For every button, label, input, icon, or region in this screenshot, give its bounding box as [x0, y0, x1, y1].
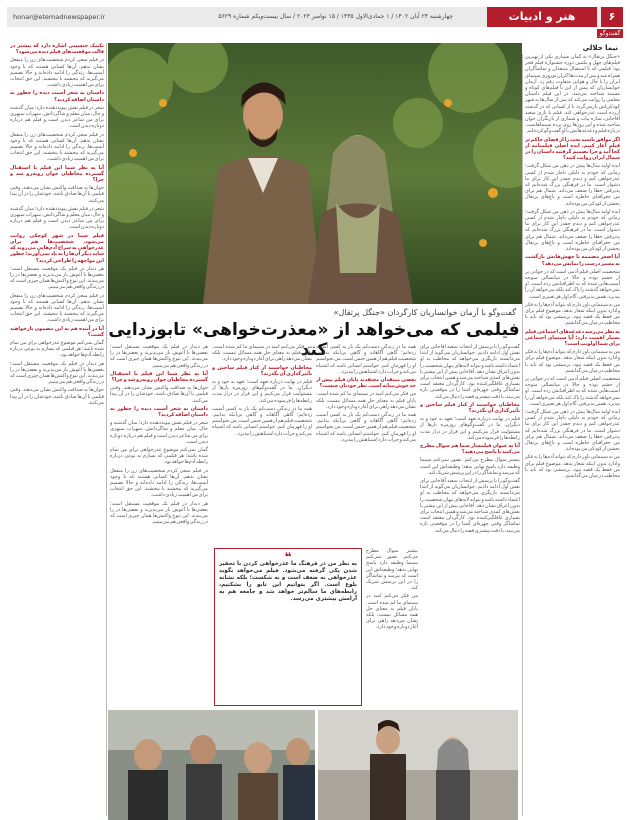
- page-number: ۶: [601, 7, 623, 27]
- question: آیا در آینده هم به این مضمون بازخواهید گشت؟: [10, 325, 104, 338]
- answer: هر دیدار در فیلم یک موقعیت مستقل است؛ بعضی‌ها با آغوش باز می‌پذیرند و بعضی‌ها در را می‌بندند. این تنوع واکنش‌ها همان چیزی است که در زندگی واقعی هم می‌بینیم.: [110, 500, 208, 526]
- answer: شعر در فیلم نقش پیونددهنده دارد؛ میان گذشته و حال، میان معلم و شاگردانش. سهراب سپهری برای من شاعر دیدن است و فیلم هم درباره دوباره دیدن است.: [110, 420, 208, 445]
- answer: ایده اولیه سال‌ها پیش در ذهن من شکل گرفت؛ زمانی که خودم به دلیلی ناچار شدم از کسی عذرخواهی کنم و دیدم چقدر این کار برای ما دشوار است. ما در فرهنگی بزرگ شده‌ایم که پذیرفتن خطا را ضعف می‌داند. شمال هم برای من جغرافیای خاطره است و باغ‌های پرتقال بخشی از کودکی من بوده‌اند.: [525, 163, 620, 207]
- answer: گفت‌وگو را با پرسش از انتخاب سعید آقاخانی برای نقش اول ادامه دادیم. خوانساریان می‌گوید از ابتدا می‌دانسته بازیگری می‌خواهد که مخاطب به او اعتماد داشته باشد و بتواند لایه‌های پنهان شخصیت را بدون اغراق نشان دهد. آقاخانی پیش از این بیشتر با نقش‌های کمدی شناخته می‌شد و همین انتخاب برای بسیاری غافلگیرکننده بود. کارگردان معتقد است تماشاگر وقتی چهره‌ای آشنا را در موقعیتی تازه می‌بیند، با دقت بیشتری قصه را دنبال می‌کند.: [420, 478, 520, 534]
- column-mid: [316, 344, 416, 544]
- answer: ایده اولیه سال‌ها پیش در ذهن من شکل گرفت؛ زمانی که خودم به دلیلی ناچار شدم از کسی عذرخواهی کنم و دیدم چقدر این کار برای ما دشوار است. ما در فرهنگی بزرگ شده‌ایم که پذیرفتن خطا را ضعف می‌داند. شمال هم برای من جغرافیای خاطره است و باغ‌های پرتقال بخشی از کودکی من بوده‌اند.: [525, 208, 620, 253]
- intro-paragraph: «جنگل پرتقال» به گمان بسیاری یکی از بهترین فیلم‌های چهل و یکمین دوره جشنواره فیلم فجر بود؛ فیلمی که با استقبال منتقدان و تماشاگران همراه شد و پس از مدت‌ها اکران نوروزی سینمای ایران را با حال و هوایی متفاوت رقم زد. آرمان خوانساریان که پیش از این با فیلم‌های کوتاه و مستند شناخته می‌شد، در این فیلم داستان معلمی را روایت می‌کند که پس از سال‌ها به شهر کودکی‌اش بازمی‌گردد تا از کسانی که در گذشته آزرده است عذرخواهی کند. فیلم با بازی سعید آقاخانی، ساره بیات و شماری از بازیگران جوان ساخته شده و این روزها روی پرده سینماهاست. درباره فیلم و دغدغه‌هایش با او گفت‌وگو کرده‌ایم.: [525, 54, 620, 135]
- column-divider: [522, 54, 523, 816]
- answer: در فیلم سعی کردم شخصیت‌های زن را منفعل نشان ندهم. آن‌ها کسانی هستند که با وجود آسیب‌ها، زندگی را ادامه داده‌اند و حالا تصمیم می‌گیرند که ببخشند یا نبخشند. این حق انتخاب برای من اهمیت زیادی داشت.: [110, 467, 208, 499]
- answer: جوان‌ها به صداقت واکنش نشان می‌دهند. وقتی فیلمی با آن‌ها صادق باشد، خودشان را در آن پیدا می‌کنند.: [110, 385, 208, 404]
- pull-quote-text: به نظر من در فرهنگ ما عذرخواهی کردن با تحقیر شدن یکی گرفته می‌شود. فیلم می‌خواهد بگوید عذرخواهی نه ضعف است و نه شکست؛ بلکه نشانه بلوغ است. اگر بتوانیم این تابو را بشکنیم، رابطه‌های ما سالم‌تر خواهد شد و جامعه هم به آرامش بیشتری می‌رسد.: [219, 561, 357, 602]
- answer: شعر در فیلم نقش پیونددهنده دارد؛ میان گذشته و حال، میان معلم و شاگردانش. سهراب سپهری برای من شاعر دیدن است و فیلم هم درباره دوباره دیدن است.: [10, 104, 104, 130]
- question: آیا به نظر شما این فیلم با استقبال گسترده مخاطبان جوان روبه‌رو شد و چرا؟: [110, 370, 208, 384]
- page-header: [7, 7, 623, 27]
- question: داستان به شعر آسیب دیده را چطور به داستان اضافه کردید؟: [10, 90, 104, 103]
- question: بعضی منتقدان معتقدند پایان فیلم بیش از حد خوش‌بینانه است. نظر خودتان چیست؟: [316, 377, 416, 390]
- main-photo-image: [108, 43, 522, 304]
- answer: هر دیدار در فیلم یک موقعیت مستقل است؛ بعضی‌ها با آغوش باز می‌پذیرند و بعضی‌ها در را می‌بندند. این تنوع واکنش‌ها همان چیزی است که در زندگی واقعی هم می‌بینیم.: [110, 344, 208, 369]
- answer: هر دیدار در فیلم یک موقعیت مستقل است؛ بعضی‌ها با آغوش باز می‌پذیرند و بعضی‌ها در را می‌بندند. این تنوع واکنش‌ها همان چیزی است که در زندگی واقعی هم می‌بینیم.: [10, 360, 104, 386]
- answer: بیشتر سوال مطرح می‌کنم. تصور نمی‌کنم سینما وظیفه دارد پاسخ نهایی بدهد؛ وظیفه‌اش این است که بپرسد و تماشاگر را در این پرسش شریک کند.: [420, 457, 520, 476]
- answer: در فیلم سعی کردم شخصیت‌های زن را منفعل نشان ندهم. آن‌ها کسانی هستند که با وجود آسیب‌ها، زندگی را ادامه داده‌اند و حالا تصمیم می‌گیرند که ببخشند یا نبخشند. این حق انتخاب برای من اهمیت زیادی داشت.: [10, 57, 104, 89]
- answer: بیشتر سوال مطرح می‌کنم. تصور نمی‌کنم سینما وظیفه دارد پاسخ نهایی بدهد؛ وظیفه‌اش این است که بپرسد و تماشاگر را در این پرسش شریک کند.: [366, 548, 418, 592]
- date-line: چهارشنبه ۲۴ آبان ۱۴۰۲ / ۱ جمادی‌الاول ۱۴۴۵ / ۱۵ نوامبر ۲۰۲۳ / سال بیست‌ویکم شماره ۵۶۲۹: [218, 13, 453, 20]
- crew-photo: [108, 710, 315, 820]
- answer: در فیلم سعی کردم شخصیت‌های زن را منفعل نشان ندهم. آن‌ها کسانی هستند که با وجود آسیب‌ها، زندگی را ادامه داده‌اند و حالا تصمیم می‌گیرند که ببخشند یا نبخشند. این حق انتخاب برای من اهمیت زیادی داشت.: [10, 292, 104, 324]
- answer: همه ما در زندگی دست‌کم یک بار به کسی آسیب زده‌ایم؛ گاهی آگاهانه و گاهی بی‌آنکه بدانیم. شخصیت فیلم هم از همین جنس است. من نخواستم او را قهرمان کنم، خواستم انسانی باشد که اشتباه می‌کند و جرأت دارد اشتباهش را بپذیرد.: [316, 412, 416, 443]
- question: اگر موافق باشید بحث را از فضای حاکم بر فیلم آغاز کنیم. ایده اصلی فیلمنامه از کجا آمد و چرا تصمیم گرفتید داستان را در شمال ایران روایت کنید؟: [525, 136, 620, 162]
- quote-icon: ❝: [284, 550, 292, 564]
- answer: در فیلم سعی کردم شخصیت‌های زن را منفعل نشان ندهم. آن‌ها کسانی هستند که با وجود آسیب‌ها، زندگی را ادامه داده‌اند و حالا تصمیم می‌گیرند که ببخشند یا نبخشند. این حق انتخاب برای من اهمیت زیادی داشت.: [10, 131, 104, 163]
- question: مخاطبان خواستند از کنار فیلم ساختن و تأثیرگذاری آن بگذرند؟: [420, 401, 520, 415]
- question: به نظر می‌رسد دغدغه‌های اجتماعی فیلم بسیار اهمیت دارد؛ آیا سینمای اجتماعی برای شما اولویت است؟: [525, 328, 620, 347]
- onset-photo-image: [318, 710, 518, 820]
- section-email: honar@etemadnewspaper.ir: [13, 13, 106, 21]
- answer: شعر در فیلم نقش پیونددهنده دارد؛ میان گذشته و حال، میان معلم و شاگردانش. سهراب سپهری برای من شاعر دیدن است و فیلم هم درباره دوباره دیدن است.: [10, 205, 104, 231]
- answer: من فکر می‌کنم امید در سینمای ما کم شده است. پایان فیلم به معنای حل همه مسائل نیست، بلکه نشان می‌دهد راهی برای آغاز دوباره وجود دارد.: [212, 344, 312, 363]
- pull-quote-box: [214, 548, 362, 706]
- question: فیلم شما در شهر کوچکی روایت می‌شود. شخصیت‌ها هم برای عذرخواهی به سراغ آدم‌هایی می‌روند که شاید دیگر آن‌ها را به یاد نمی‌آورند؛ چطور این مواجهه را طراحی کردید؟: [10, 232, 104, 264]
- column-left: [10, 43, 104, 816]
- column-mid-right: [420, 344, 520, 706]
- onset-photo: [318, 710, 518, 820]
- answer: ایده اولیه سال‌ها پیش در ذهن من شکل گرفت؛ زمانی که خودم به دلیلی ناچار شدم از کسی عذرخواهی کنم و دیدم چقدر این کار برای ما دشوار است. ما در فرهنگی بزرگ شده‌ایم که پذیرفتن خطا را ضعف می‌داند. شمال هم برای من جغرافیای خاطره است و باغ‌های پرتقال بخشی از کودکی من بوده‌اند.: [525, 408, 620, 453]
- question: مخاطبان خواستند از کنار فیلم ساختن و تأثیرگذاری آن بگذرند؟: [212, 364, 312, 377]
- answer: همه ما در زندگی دست‌کم یک بار به کسی آسیب زده‌ایم؛ گاهی آگاهانه و گاهی بی‌آنکه بدانیم. شخصیت فیلم هم از همین جنس است. من نخواستم او را قهرمان کنم، خواستم انسانی باشد که اشتباه می‌کند و جرأت دارد اشتباهش را بپذیرد.: [316, 344, 416, 375]
- answer: فیلم در نهایت درباره تعهد است؛ تعهد به خود و به دیگران. ما در گفت‌وگوهای روزمره بارها از مسئولیت فرار می‌کنیم و این فرار در دراز مدت رابطه‌ها را فرسوده می‌کند.: [420, 416, 520, 441]
- article-headline: فیلمی که می‌خواهد از «معذرت‌خواهی» تابوزدایی کند: [108, 320, 520, 360]
- article-kicker: گفت‌وگو با آرمان خوانساریان کارگردان «جنگل پرتقال»: [333, 308, 516, 317]
- answer: فیلم در نهایت درباره تعهد است؛ تعهد به خود و به دیگران. ما در گفت‌وگوهای روزمره بارها از مسئولیت فرار می‌کنیم و این فرار در دراز مدت رابطه‌ها را فرسوده می‌کند.: [212, 379, 312, 404]
- answer: گمان نمی‌کنم موضوع عذرخواهی برای من تمام شده باشد؛ هر فیلمی که بسازم به نوعی درباره رابطه آدم‌ها خواهد بود.: [110, 447, 208, 466]
- answer: گمان نمی‌کنم موضوع عذرخواهی برای من تمام شده باشد؛ هر فیلمی که بسازم به نوعی درباره رابطه آدم‌ها خواهد بود.: [10, 339, 104, 359]
- answer: من فکر می‌کنم امید در سینمای ما کم شده است. پایان فیلم به معنای حل همه مسائل نیست، بلکه نشان می‌دهد راهی برای آغاز دوباره وجود دارد.: [316, 391, 416, 410]
- main-photo: [108, 43, 522, 304]
- answer: هر دیدار در فیلم یک موقعیت مستقل است؛ بعضی‌ها با آغوش باز می‌پذیرند و بعضی‌ها در را می‌بندند. این تنوع واکنش‌ها همان چیزی است که در زندگی واقعی هم می‌بینیم.: [10, 265, 104, 291]
- column-right: [525, 54, 620, 816]
- answer: شخصیت اصلی فیلم آدمی است که در جوانی پر از خشم بوده و حالا در میانسالی متوجه آسیب‌هایی شده که به اطرافیانش زده است. او نمی‌خواهد گذشته را پاک کند بلکه می‌خواهد آن را بپذیرد. همین پذیرفتن، گام اول هر تغییری است.: [525, 268, 620, 300]
- paragraph: گفت‌وگو را با پرسش از انتخاب سعید آقاخانی برای نقش اول ادامه دادیم. خوانساریان می‌گوید از ابتدا می‌دانسته بازیگری می‌خواهد که مخاطب به او اعتماد داشته باشد و بتواند لایه‌های پنهان شخصیت را بدون اغراق نشان دهد. آقاخانی پیش از این بیشتر با نقش‌های کمدی شناخته می‌شد و همین انتخاب برای بسیاری غافلگیرکننده بود. کارگردان معتقد است تماشاگر وقتی چهره‌ای آشنا را در موقعیتی تازه می‌بیند، با دقت بیشتری قصه را دنبال می‌کند.: [420, 344, 520, 400]
- section-title: هنر و ادبیات: [487, 7, 597, 27]
- answer: همه ما در زندگی دست‌کم یک بار به کسی آسیب زده‌ایم؛ گاهی آگاهانه و گاهی بی‌آنکه بدانیم. شخصیت فیلم هم از همین جنس است. من نخواستم او را قهرمان کنم، خواستم انسانی باشد که اشتباه می‌کند و جرأت دارد اشتباهش را بپذیرد.: [212, 405, 312, 437]
- column-mid-left: [212, 344, 312, 544]
- column-divider: [106, 43, 107, 816]
- question: آیا اصغر مصممه با جهش‌هایش بازگشت به مسیر درست را نمایش می‌دهد؟: [525, 254, 620, 267]
- crew-photo-image: [108, 710, 315, 820]
- answer: جوان‌ها به صداقت واکنش نشان می‌دهند. وقتی فیلمی با آن‌ها صادق باشد، خودشان را در آن پیدا می‌کنند.: [10, 185, 104, 204]
- question: آیا به نظر شما این فیلم با استقبال گسترده مخاطبان جوان روبه‌رو شد و چرا؟: [10, 164, 104, 184]
- column-inner-left: [110, 344, 208, 706]
- answer: شخصیت اصلی فیلم آدمی است که در جوانی پر از خشم بوده و حالا در میانسالی متوجه آسیب‌هایی شده که به اطرافیانش زده است. او نمی‌خواهد گذشته را پاک کند بلکه می‌خواهد آن را بپذیرد. همین پذیرفتن، گام اول هر تغییری است.: [525, 375, 620, 407]
- answer: من به سینمایی باور دارم که بتواند آدم‌ها را به فکر وادارد بدون اینکه شعار بدهد. موضوع فیلم برای من فقط یک قصه نبود، پرسشی بود که باید با مخاطب در میان می‌گذاشتم.: [525, 349, 620, 374]
- answer: جوان‌ها به صداقت واکنش نشان می‌دهند. وقتی فیلمی با آن‌ها صادق باشد، خودشان را در آن پیدا می‌کنند.: [10, 387, 104, 406]
- question: آیا به عنوان فیلمساز شما هم سوال مطرح می‌کنید یا پاسخ می‌دهید؟: [420, 443, 520, 456]
- author-name: نیما جلالی: [582, 44, 618, 52]
- column-beside-quote: [366, 548, 418, 706]
- answer: من به سینمایی باور دارم که بتواند آدم‌ها را به فکر وادارد بدون اینکه شعار بدهد. موضوع فیلم برای من فقط یک قصه نبود، پرسشی بود که باید با مخاطب در میان می‌گذاشتم.: [525, 301, 620, 327]
- question: داستان به شعر آسیب دیده را چطور به داستان اضافه کردید؟: [110, 405, 208, 419]
- answer: من فکر می‌کنم امید در سینمای ما کم شده است. پایان فیلم به معنای حل همه مسائل نیست، بلکه نشان می‌دهد راهی برای آغاز دوباره وجود دارد.: [366, 593, 418, 631]
- question: تکنیک جنسیتی اشاره دارد که بیشتر در قالب موقعیت‌های فیلم دیده می‌شود؟: [10, 43, 104, 56]
- category-tag: گفت‌وگو: [597, 29, 623, 38]
- answer: من به سینمایی باور دارم که بتواند آدم‌ها را به فکر وادارد بدون اینکه شعار بدهد. موضوع فیلم برای من فقط یک قصه نبود، پرسشی بود که باید با مخاطب در میان می‌گذاشتم.: [525, 454, 620, 479]
